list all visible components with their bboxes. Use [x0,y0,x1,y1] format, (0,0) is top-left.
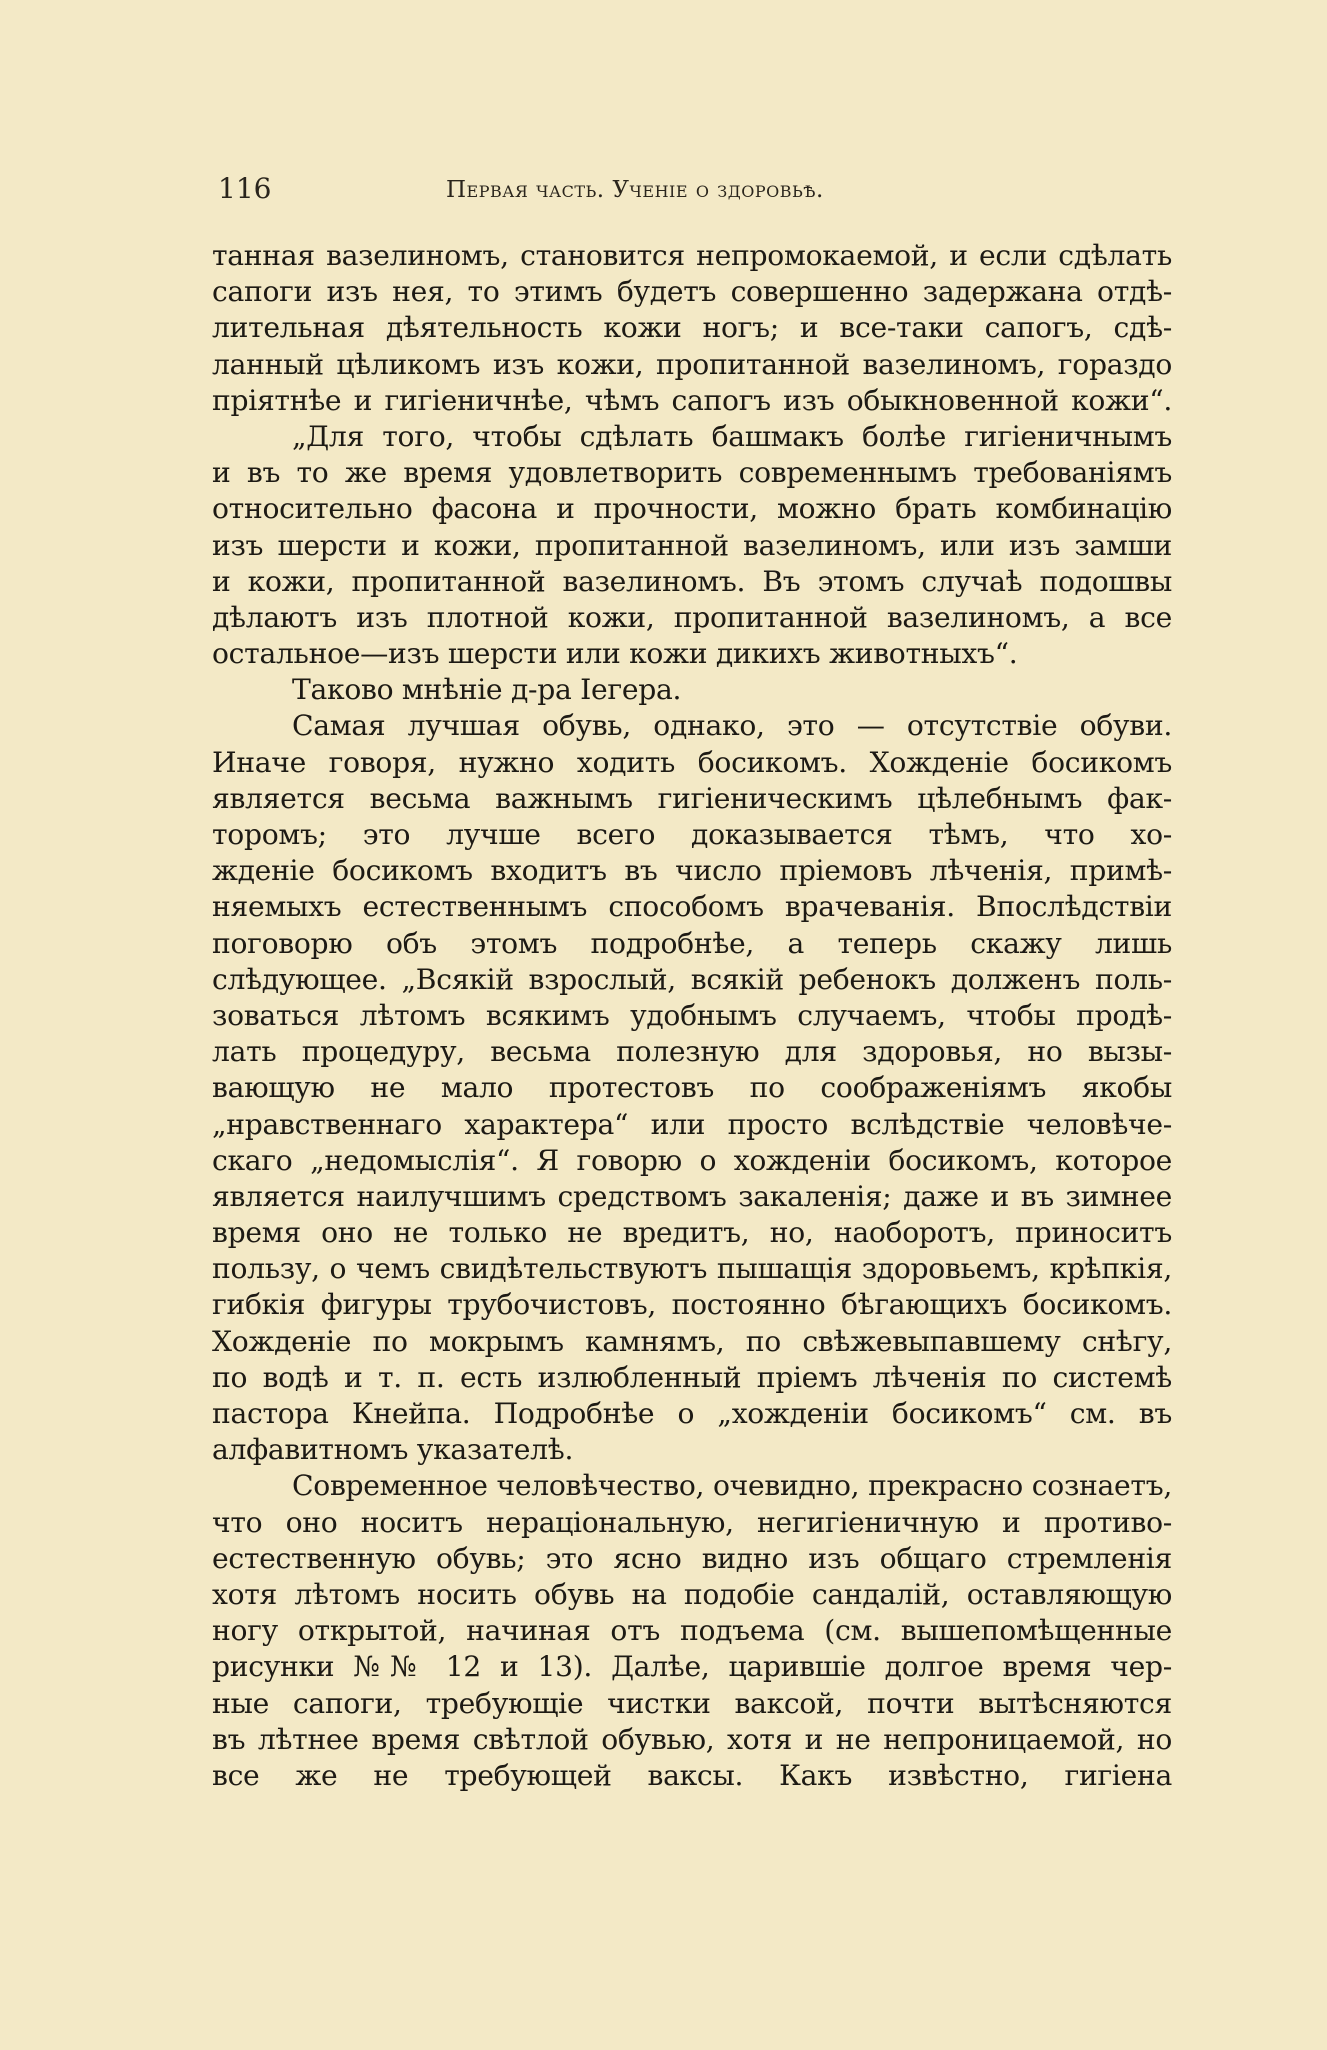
text-line: по водѣ и т. п. есть излюбленный пріемъ лѣченія по системѣ [212,1360,1172,1394]
paragraph [212,708,1172,1468]
text-line: ные сапоги, требующіе чистки ваксой, почти вытѣсняются [212,1686,1172,1720]
text-line: Самая лучшая обувь, однако, это — отсутствіе обуви. [292,709,1172,743]
text-line: „нравственнаго характера“ или просто вслѣдствіе человѣче- [212,1107,1172,1141]
text-line: няемыхъ естественнымъ способомъ врачеванія. Впослѣдствіи [212,890,1172,924]
text-line: Таково мнѣніе д-ра Iегера. [292,673,682,707]
text-line: сапоги изъ нея, то этимъ будетъ совершенно задержана отдѣ- [212,275,1172,309]
text-line: является наилучшимъ средствомъ закаленія; даже и въ зимнее [212,1179,1172,1213]
text-line: Иначе говоря, нужно ходить босикомъ. Хожденіе босикомъ [212,745,1172,779]
page-header [218,172,938,208]
paragraph [212,672,1172,708]
text-line: изъ шерсти и кожи, пропитанной вазелиномъ, или изъ замши [212,528,1172,562]
text-line: хотя лѣтомъ носить обувь на подобіе сандалій, оставляющую [212,1577,1172,1611]
text-line: скаго „недомыслія“. Я говорю о хожденіи босикомъ, которое [212,1143,1172,1177]
text-line: остальное—изъ шерсти или кожи дикихъ животныхъ“. [212,637,1018,671]
text-line: торомъ; это лучше всего доказывается тѣмъ, что хо- [212,818,1172,851]
text-line: рисунки №№ 12 и 13). Далѣе, царившіе долгое время чер- [212,1650,1172,1684]
text-line: является весьма важнымъ гигіеническимъ цѣлебнымъ фак- [212,781,1172,815]
paragraph [212,419,1172,672]
text-line: Современное человѣчество, очевидно, прекрасно сознаетъ, [292,1469,1172,1503]
text-line: жденіе босикомъ входитъ въ число пріемовъ лѣченія, примѣ- [212,854,1172,888]
text-line: пріятнѣе и гигіеничнѣе, чѣмъ сапогъ изъ обыкновенной кожи“. [212,383,1172,417]
text-line: и кожи, пропитанной вазелиномъ. Въ этомъ случаѣ подошвы [212,564,1172,598]
text-line: Хожденіе по мокрымъ камнямъ, по свѣжевыпавшему снѣгу, [212,1324,1172,1358]
text-line: пользу, о чемъ свидѣтельствуютъ пышащія здоровьемъ, крѣпкія, [212,1252,1172,1286]
running-head: Первая часть. Ученіе о здоровьѣ. [446,177,824,203]
text-line: танная вазелиномъ, становится непромокаемой, и если сдѣлать [212,239,1172,272]
text-line: алфавитномъ указателѣ. [212,1433,574,1467]
text-line: ногу открытой, начиная отъ подъема (см. вышепомѣщенные [212,1614,1172,1648]
body-text [212,238,1172,1794]
text-line: относительно фасона и прочности, можно брать комбинацію [212,492,1172,526]
page-number: 116 [218,172,272,205]
text-line: вающую не мало протестовъ по соображеніямъ якобы [212,1071,1172,1105]
paragraph [212,1468,1172,1794]
text-line: время оно не только не вредитъ, но, наоборотъ, приноситъ [212,1216,1172,1250]
text-line: „Для того, чтобы сдѣлать башмакъ болѣе гигіеничнымъ [292,419,1172,453]
text-line: слѣдующее. „Всякій взрослый, всякій ребенокъ долженъ поль- [212,962,1172,996]
text-line: дѣлаютъ изъ плотной кожи, пропитанной вазелиномъ, а все [212,600,1172,634]
paragraph [212,238,1172,419]
text-line: пастора Кнейпа. Подробнѣе о „хожденіи босикомъ“ см. въ [212,1397,1172,1430]
text-line: лительная дѣятельность кожи ногъ; и все-таки сапогъ, сдѣ- [212,311,1172,345]
text-line: все же не требующей ваксы. Какъ извѣстно, гигіена [212,1758,1172,1792]
text-line: ланный цѣликомъ изъ кожи, пропитанной вазелиномъ, гораздо [212,347,1172,381]
text-line: и въ то же время удовлетворить современнымъ требованіямъ [212,456,1172,490]
text-line: лать процедуру, весьма полезную для здоровья, но вызы- [212,1035,1172,1069]
text-line: въ лѣтнее время свѣтлой обувью, хотя и не непроницаемой, но [212,1722,1172,1756]
text-line: зоваться лѣтомъ всякимъ удобнымъ случаемъ, чтобы продѣ- [212,998,1172,1032]
text-line: естественную обувь; это ясно видно изъ общаго стремленія [212,1541,1172,1575]
text-line: что оно носитъ нераціональную, негигіеничную и противо- [212,1505,1172,1539]
text-line: поговорю объ этомъ подробнѣе, а теперь скажу лишь [212,926,1172,960]
text-line: гибкія фигуры трубочистовъ, постоянно бѣгающихъ босикомъ. [212,1288,1172,1322]
